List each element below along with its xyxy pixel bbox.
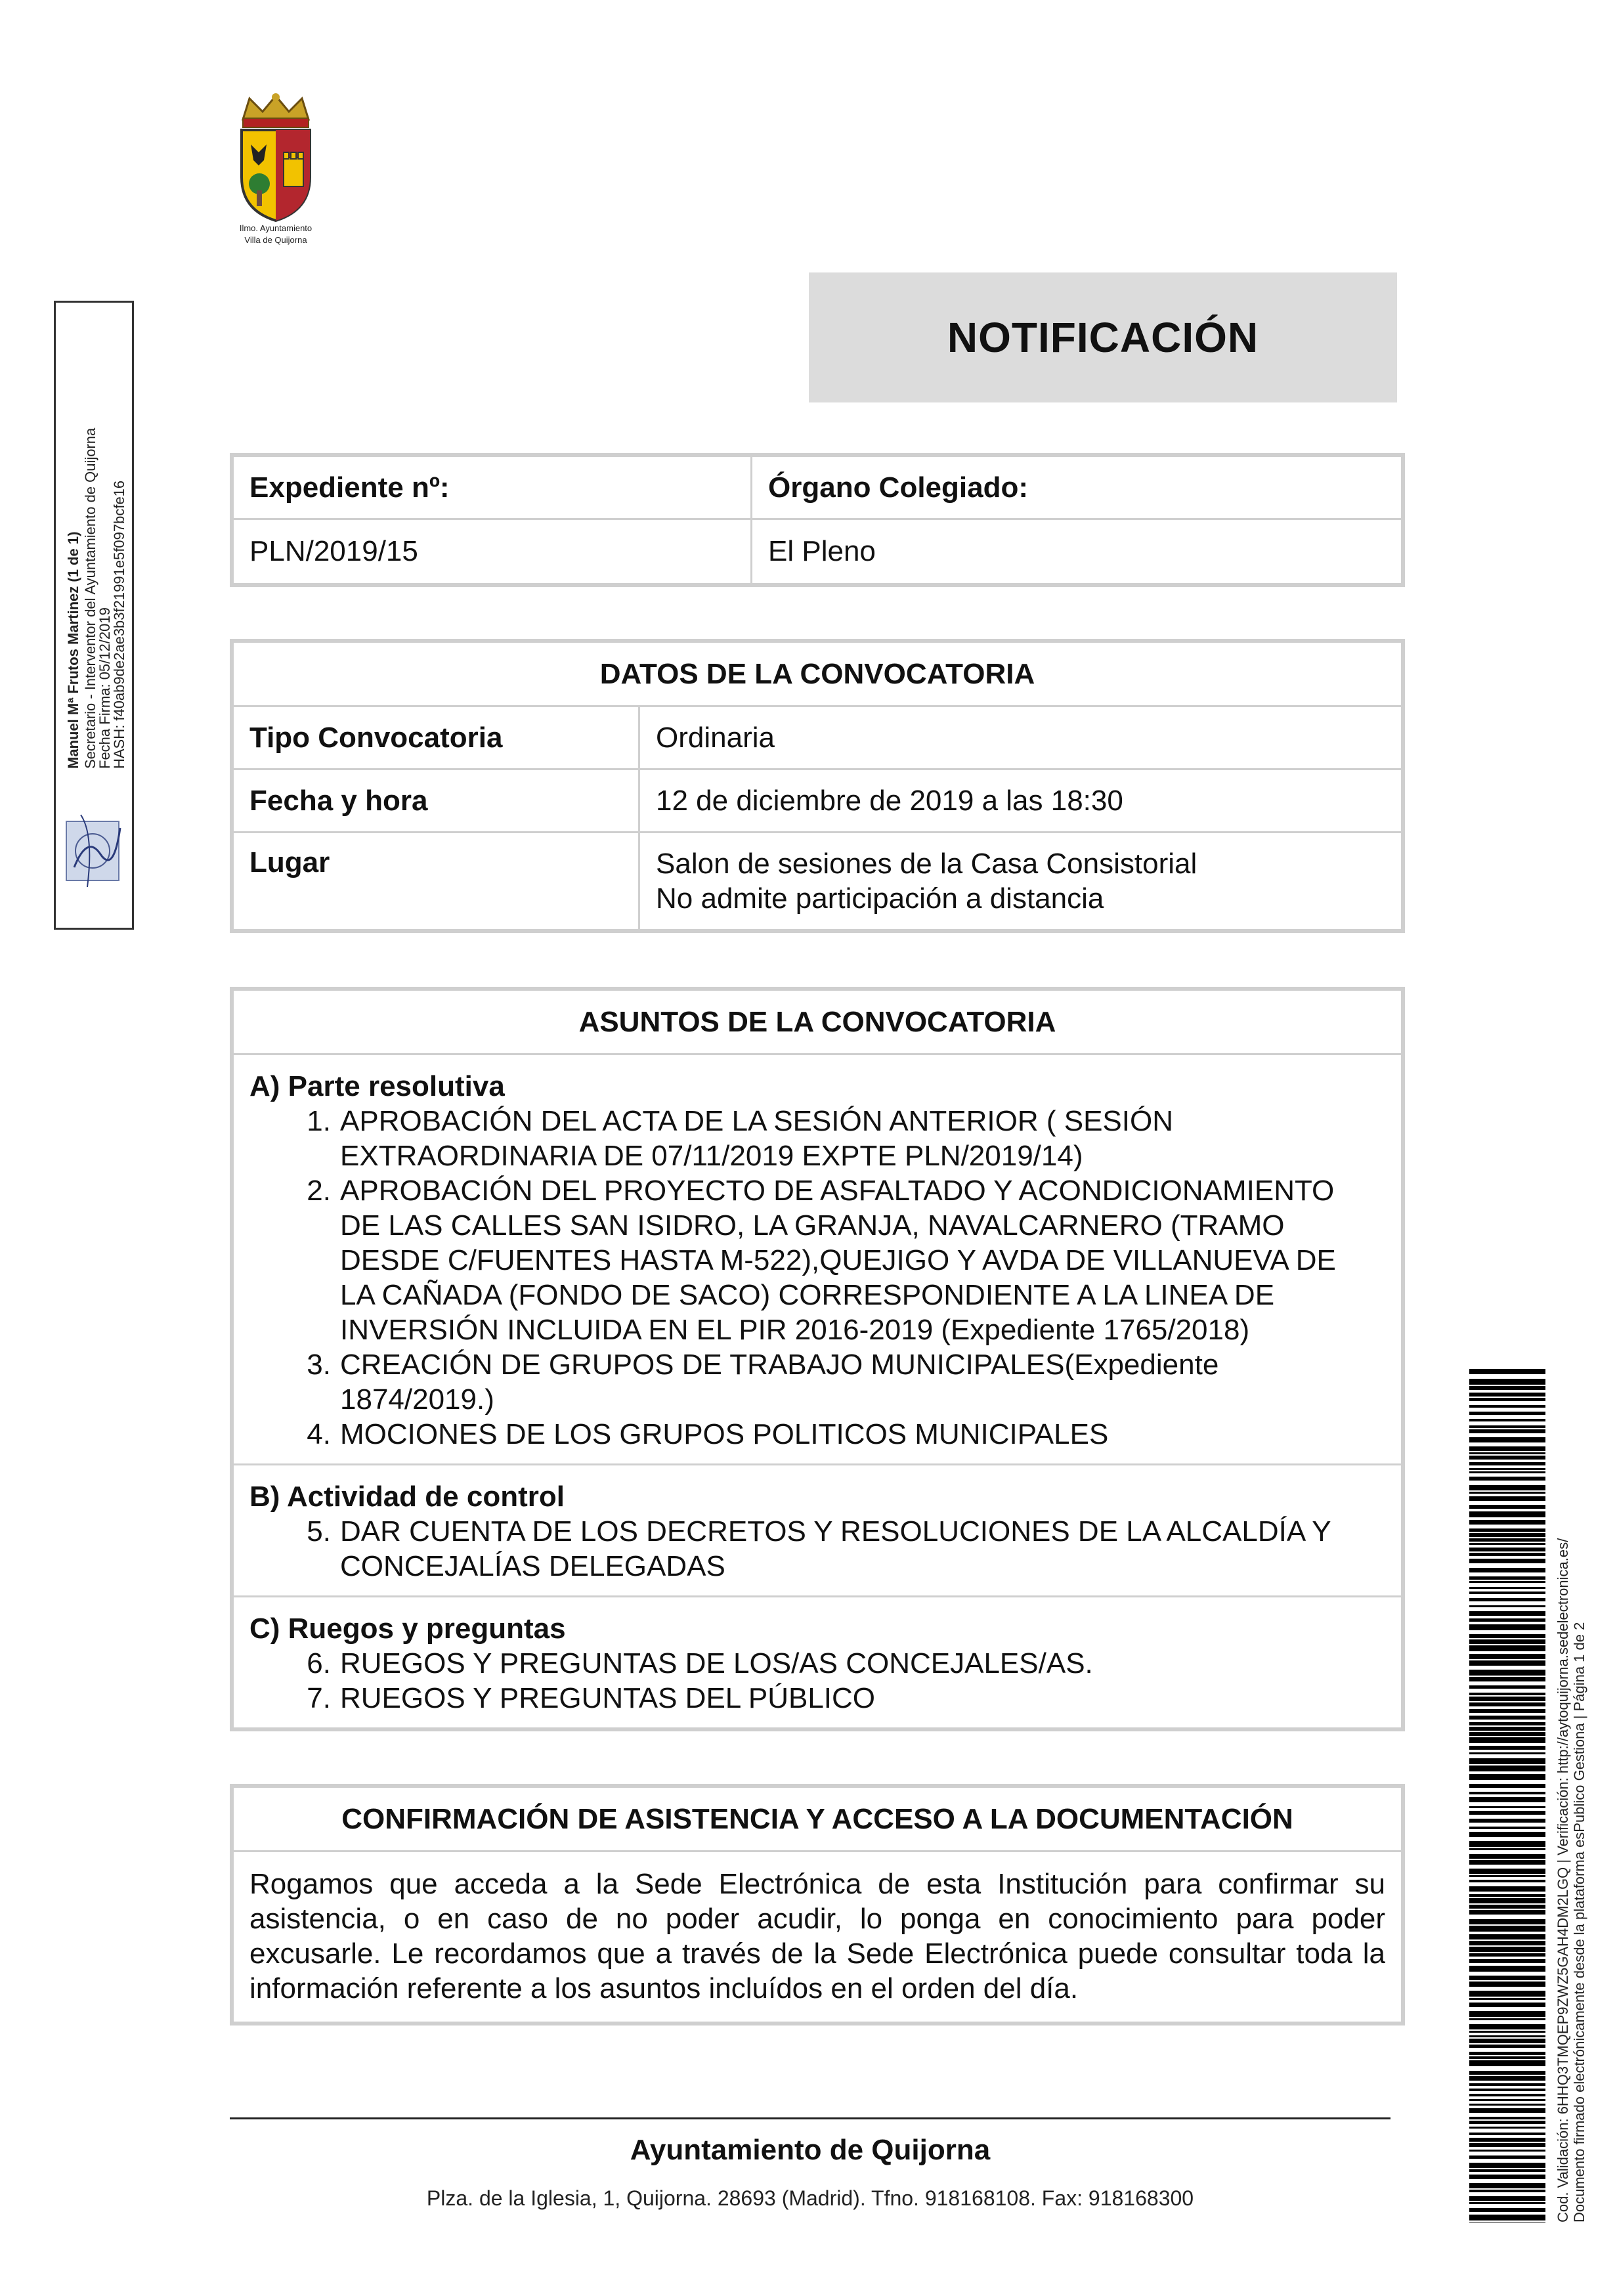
validation-doc: Documento firmado electrónicamente desde la plataforma esPublico Gestiona | Página 1 de 2 (1571, 1622, 1587, 2222)
barcode-bar (1469, 2031, 1545, 2033)
signature-box (54, 301, 134, 930)
barcode-bar (1469, 1587, 1545, 1589)
barcode-bar (1469, 1548, 1545, 1551)
barcode-bar (1469, 2143, 1545, 2147)
asuntos-section (234, 1465, 1401, 1597)
barcode-bar (1469, 1624, 1545, 1630)
asuntos-section (234, 1597, 1401, 1727)
confirmacion-header: CONFIRMACIÓN DE ASISTENCIA Y ACCESO A LA DOCUMENTACIÓN (341, 1802, 1293, 1835)
agenda-item-text (340, 1173, 1385, 1347)
barcode-bar (1469, 1784, 1545, 1788)
barcode-bar (1469, 1405, 1545, 1408)
barcode-bar (1469, 1919, 1545, 1924)
barcode-bar (1469, 2056, 1545, 2059)
barcode-bar (1469, 1854, 1545, 1859)
barcode-bar (1469, 1670, 1545, 1676)
barcode-bar (1469, 1910, 1545, 1915)
confirmacion-text: Rogamos que acceda a la Sede Electrónica de esta Institución para confirmar su asistencia, o en caso de no poder acudir, lo ponga en conocimiento para poder excusarle. Le recordamos que a través de la Sede Electrónica puede consultar toda la información referente a los asuntos incluídos en el orden del día. (249, 1868, 1385, 2004)
barcode-bar (1469, 1471, 1545, 1473)
barcode-bar (1469, 1848, 1545, 1850)
barcode-bar (1469, 1697, 1545, 1701)
barcode-bar (1469, 1806, 1545, 1808)
barcode-bar (1469, 1553, 1545, 1556)
barcode-bar (1469, 1811, 1545, 1815)
agenda-item-number: 2. (307, 1175, 331, 1207)
notification-title-box (809, 272, 1397, 402)
barcode-bar (1469, 1677, 1545, 1681)
barcode-bar (1469, 1832, 1545, 1837)
barcode-bar (1469, 2104, 1545, 2106)
organo-label: Órgano Colegiado: (750, 457, 1401, 518)
lugar-line-1: Salon de sesiones de la Casa Consistorial (656, 848, 1197, 880)
agenda-item-text (340, 1514, 1385, 1584)
barcode-bar (1469, 2127, 1545, 2129)
signature-signer: Manuel Mª Frutos Martinez (1 de 1) (65, 531, 81, 769)
barcode-bar (1469, 2035, 1545, 2037)
barcode-bar (1469, 1505, 1545, 1509)
agenda-item-line: RUEGOS Y PREGUNTAS DE LOS/AS CONCEJALES/AS. (340, 1647, 1093, 1679)
agenda-item-text (340, 1681, 1385, 1716)
barcode-bar (1469, 2196, 1545, 2201)
datos-convocatoria-table (230, 639, 1405, 933)
agenda-item-line: APROBACIÓN DEL ACTA DE LA SESIÓN ANTERIOR ( SESIÓN (340, 1105, 1173, 1137)
barcode-bar (1469, 1716, 1545, 1720)
barcode-bar (1469, 2024, 1545, 2029)
barcode-bar (1469, 1568, 1545, 1572)
barcode-bar (1469, 2076, 1545, 2081)
barcode-bar (1469, 1886, 1545, 1892)
barcode-bar (1469, 1998, 1545, 2000)
agenda-item-text (340, 1417, 1385, 1452)
barcode-bar (1469, 2117, 1545, 2119)
barcode-bar (1469, 1485, 1545, 1490)
footer-name: Ayuntamiento de Quijorna (630, 2134, 991, 2166)
barcode-bar (1469, 1827, 1545, 1829)
barcode-bar (1469, 2083, 1545, 2086)
agenda-item-number: 7. (307, 1682, 331, 1714)
agenda-item-number: 3. (307, 1349, 331, 1381)
barcode-bar (1469, 2202, 1545, 2204)
barcode-bar (1469, 1581, 1545, 1583)
barcode-bar (1469, 1880, 1545, 1882)
barcode-bar (1469, 1991, 1545, 1997)
barcode-bar (1469, 1926, 1545, 1932)
barcode-bar (1469, 1875, 1545, 1877)
barcode-bar (1469, 1477, 1545, 1481)
barcode-bar (1469, 1538, 1545, 1542)
agenda-item-line: DAR CUENTA DE LOS DECRETOS Y RESOLUCIONES DE LA ALCALDÍA Y (340, 1515, 1331, 1548)
barcode-bar (1469, 2138, 1545, 2142)
tipo-value: Ordinaria (638, 707, 1401, 768)
barcode-bar (1469, 2011, 1545, 2017)
barcode-bar (1469, 2133, 1545, 2135)
municipal-logo (223, 92, 328, 249)
barcode-bar (1469, 1869, 1545, 1874)
barcode-bar (1469, 2183, 1545, 2188)
barcode-bar (1469, 1456, 1545, 1460)
logo-caption-2: Villa de Quijorna (244, 235, 307, 245)
barcode-bar (1469, 1492, 1545, 1494)
agenda-item (249, 1681, 1385, 1716)
barcode-bar (1469, 1559, 1545, 1563)
agenda-item-number: 1. (307, 1105, 331, 1137)
barcode-bar (1469, 1386, 1545, 1390)
barcode-bar (1469, 1576, 1545, 1580)
barcode-bar (1469, 1685, 1545, 1689)
barcode-bar (1469, 1437, 1545, 1442)
agenda-item-line: RUEGOS Y PREGUNTAS DEL PÚBLICO (340, 1682, 876, 1714)
asuntos-body (234, 1055, 1401, 1727)
lugar-line-2: No admite participación a distancia (656, 882, 1104, 915)
barcode-bar (1469, 2094, 1545, 2096)
barcode-bar (1469, 2045, 1545, 2048)
footer-divider (230, 2117, 1391, 2119)
barcode-bar (1469, 1425, 1545, 1428)
agenda-item-number: 6. (307, 1647, 331, 1679)
barcode-bar (1469, 2150, 1545, 2152)
barcode-bar (1469, 2215, 1545, 2220)
barcode-bar (1469, 1709, 1545, 1713)
agenda-item (249, 1347, 1385, 1417)
barcode-bar (1469, 2175, 1545, 2179)
barcode-bar (1469, 1528, 1545, 1532)
barcode-bar (1469, 2089, 1545, 2091)
expediente-table (230, 453, 1405, 587)
signature-stamp-icon (61, 808, 127, 894)
agenda-item-number: 5. (307, 1515, 331, 1548)
asuntos-header: ASUNTOS DE LA CONVOCATORIA (578, 1005, 1056, 1038)
agenda-item-line: APROBACIÓN DEL PROYECTO DE ASFALTADO Y ACONDICIONAMIENTO (340, 1175, 1335, 1207)
barcode-icon (1469, 1369, 1545, 2222)
barcode-bar (1469, 1941, 1545, 1945)
barcode-bar (1469, 1934, 1545, 1939)
barcode-bar (1469, 1419, 1545, 1421)
barcode-bar (1469, 1727, 1545, 1731)
barcode-bar (1469, 1412, 1545, 1415)
barcode-bar (1469, 2208, 1545, 2212)
barcode-bar (1469, 1737, 1545, 1743)
barcode-bar (1469, 2190, 1545, 2192)
barcode-bar (1469, 1645, 1545, 1651)
fecha-value: 12 de diciembre de 2019 a las 18:30 (638, 770, 1401, 831)
barcode-bar (1469, 1520, 1545, 1525)
barcode-bar (1469, 1758, 1545, 1764)
barcode-bar (1469, 1982, 1545, 1987)
asuntos-section (234, 1055, 1401, 1465)
agenda-item-line: EXTRAORDINARIA DE 07/11/2019 EXPTE PLN/2019/14) (340, 1140, 1083, 1172)
barcode-bar (1469, 2163, 1545, 2168)
barcode-bar (1469, 2003, 1545, 2007)
barcode-bar (1469, 1398, 1545, 1401)
asuntos-convocatoria-table (230, 987, 1405, 1731)
barcode-bar (1469, 1634, 1545, 1638)
tipo-label: Tipo Convocatoria (249, 721, 503, 754)
barcode-bar (1469, 1752, 1545, 1754)
expediente-label: Expediente nº: (249, 471, 450, 504)
agenda-item (249, 1646, 1385, 1681)
barcode-bar (1469, 1702, 1545, 1706)
barcode-bar (1469, 1379, 1545, 1385)
barcode-bar (1469, 1393, 1545, 1397)
agenda-item (249, 1417, 1385, 1452)
barcode-bar (1469, 1605, 1545, 1607)
barcode-bar (1469, 1841, 1545, 1847)
page-title: NOTIFICACIÓN (947, 314, 1259, 361)
barcode-bar (1469, 1429, 1545, 1433)
barcode-bar (1469, 1765, 1545, 1771)
barcode-bar (1469, 1496, 1545, 1501)
lugar-label: Lugar (249, 846, 330, 878)
barcode-bar (1469, 1898, 1545, 1903)
barcode-bar (1469, 1533, 1545, 1537)
barcode-bar (1469, 1611, 1545, 1616)
barcode-bar (1469, 1905, 1545, 1909)
agenda-item-text (340, 1646, 1385, 1681)
barcode-bar (1469, 1693, 1545, 1695)
barcode-bar (1469, 1446, 1545, 1451)
agenda-item (249, 1514, 1385, 1584)
signature-hash: HASH: f40ab9de2ae3b3f21991e5f097bcfe16 (111, 480, 127, 769)
validation-code: Cod. Validación: 6HHQ3TMQEP9ZWZ5GAH4DM2LGQ | Verificación: http://aytoquijorna.sedelectronica.es/ (1555, 1538, 1571, 2222)
barcode-bar (1469, 1959, 1545, 1963)
barcode-bar (1469, 1966, 1545, 1972)
barcode-bar (1469, 1592, 1545, 1594)
barcode-bar (1469, 1797, 1545, 1802)
barcode-bar (1469, 2099, 1545, 2101)
barcode-bar (1469, 2169, 1545, 2172)
agenda-item-line: CONCEJALÍAS DELEGADAS (340, 1550, 725, 1582)
barcode-bar (1469, 1468, 1545, 1470)
barcode-bar (1469, 2121, 1545, 2124)
barcode-bar (1469, 2052, 1545, 2055)
agenda-item-number: 4. (307, 1418, 331, 1450)
barcode-bar (1469, 1660, 1545, 1666)
agenda-item-line: MOCIONES DE LOS GRUPOS POLITICOS MUNICIPALES (340, 1418, 1109, 1450)
agenda-item-line: INVERSIÓN INCLUIDA EN EL PIR 2016-2019 (Expediente 1765/2018) (340, 1314, 1250, 1346)
barcode-bar (1469, 1953, 1545, 1957)
coat-of-arms-icon (223, 92, 328, 223)
barcode-bar (1469, 1746, 1545, 1750)
signature-role: Secretario - Interventor del Ayuntamiento de Quijorna (82, 427, 98, 769)
agenda-item-line: CREACIÓN DE GRUPOS DE TRABAJO MUNICIPALES(Expediente (340, 1349, 1219, 1381)
signature-date: Fecha Firma: 05/12/2019 (97, 607, 113, 769)
lugar-value (638, 833, 1401, 929)
barcode-bar (1469, 1792, 1545, 1794)
barcode-bar (1469, 2039, 1545, 2043)
agenda-item-line: DESDE C/FUENTES HASTA M-522),QUEJIGO Y AVDA DE VILLANUEVA DE (340, 1244, 1336, 1276)
agenda-item-text (340, 1104, 1385, 1173)
barcode-bar (1469, 1819, 1545, 1823)
section-title: C) Ruegos y preguntas (249, 1613, 566, 1645)
agenda-item-line: LA CAÑADA (FONDO DE SACO) CORRESPONDIENTE A LA LINEA DE (340, 1279, 1275, 1311)
barcode-bar (1469, 1598, 1545, 1601)
barcode-bar (1469, 1860, 1545, 1865)
barcode-bar (1469, 2155, 1545, 2159)
logo-caption-1: Ilmo. Ayuntamiento (239, 223, 313, 233)
barcode-bar (1469, 1462, 1545, 1465)
agenda-item-line: DE LAS CALLES SAN ISIDRO, LA GRANJA, NAVALCARNERO (TRAMO (340, 1209, 1285, 1242)
barcode-bar (1469, 1511, 1545, 1517)
footer-address: Plza. de la Iglesia, 1, Quijorna. 28693 (Madrid). Tfno. 918168108. Fax: 918168300 (426, 2186, 1194, 2210)
barcode-bar (1469, 2018, 1545, 2020)
confirmacion-table (230, 1784, 1405, 2025)
barcode-bar (1469, 1774, 1545, 1780)
barcode-bar (1469, 1947, 1545, 1952)
expediente-value: PLN/2019/15 (249, 535, 418, 567)
barcode-bar (1469, 1654, 1545, 1659)
barcode-bar (1469, 1894, 1545, 1897)
barcode-bar (1469, 1543, 1545, 1545)
barcode-bar (1469, 2071, 1545, 2075)
fecha-label: Fecha y hora (249, 784, 428, 817)
barcode-bar (1469, 1639, 1545, 1644)
section-title: A) Parte resolutiva (249, 1070, 505, 1102)
agenda-item (249, 1173, 1385, 1347)
barcode-bar (1469, 1976, 1545, 1980)
barcode-bar (1469, 1722, 1545, 1725)
agenda-item (249, 1104, 1385, 1173)
section-title: B) Actividad de control (249, 1481, 565, 1513)
agenda-item-line: 1874/2019.) (340, 1383, 494, 1416)
barcode-bar (1469, 1452, 1545, 1454)
barcode-bar (1469, 1732, 1545, 1736)
barcode-bar (1469, 1369, 1545, 1374)
barcode-bar (1469, 2108, 1545, 2113)
barcode-bar (1469, 2060, 1545, 2066)
agenda-item-text (340, 1347, 1385, 1417)
datos-header: DATOS DE LA CONVOCATORIA (599, 657, 1035, 690)
organo-value: El Pleno (750, 520, 1401, 583)
barcode-bar (1469, 1618, 1545, 1622)
